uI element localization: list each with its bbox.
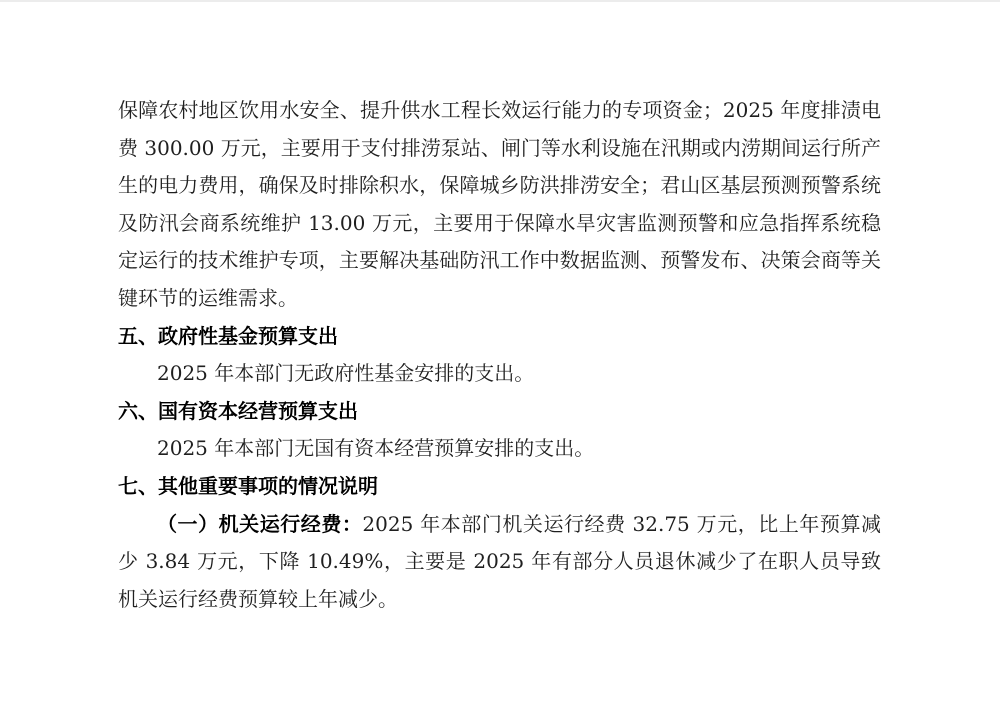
- page-top-edge: [0, 0, 1000, 2]
- section-heading-govt-fund-budget: 五、政府性基金预算支出: [118, 323, 338, 348]
- paragraph-agency-operating-expenses: [118, 506, 881, 619]
- paragraph-govt-fund-budget: 2025 年本部门无政府性基金安排的支出。: [157, 361, 535, 386]
- paragraph-special-funds: 保障农村地区饮用水安全、提升供水工程长效运行能力的专项资金；2025 年度排渍电费 300.00 万元，主要用于支付排涝泵站、闸门等水利设施在汛期或内涝期间运行所产生的电力费用，确保及时排除积水，保障城乡防洪排涝安全；君山区基层预测预警系统及防汛会商系统维护 13.00 万元，主要用于保障水旱灾害监测预警和应急指挥系统稳定运行的技术维护专项，主要解决基础防汛工作中数据监测、预警发布、决策会商等关键环节的运维需求。: [118, 98, 881, 310]
- section-heading-state-capital-budget: 六、国有资本经营预算支出: [118, 398, 358, 423]
- paragraph-lead-body: 2025 年本部门机关运行经费 32.75 万元，比上年预算减少 3.84 万元，下降 10.49%，主要是 2025 年有部分人员退休减少了在职人员导致机关运行经费预算较上年减少。: [118, 511, 882, 611]
- section-heading-other-important-matters: 七、其他重要事项的情况说明: [118, 473, 378, 498]
- paragraph-state-capital-budget: 2025 年本部门无国有资本经营预算安排的支出。: [157, 436, 595, 461]
- paragraph-lead-label: （一）机关运行经费：: [157, 511, 363, 536]
- document-body: [118, 92, 881, 618]
